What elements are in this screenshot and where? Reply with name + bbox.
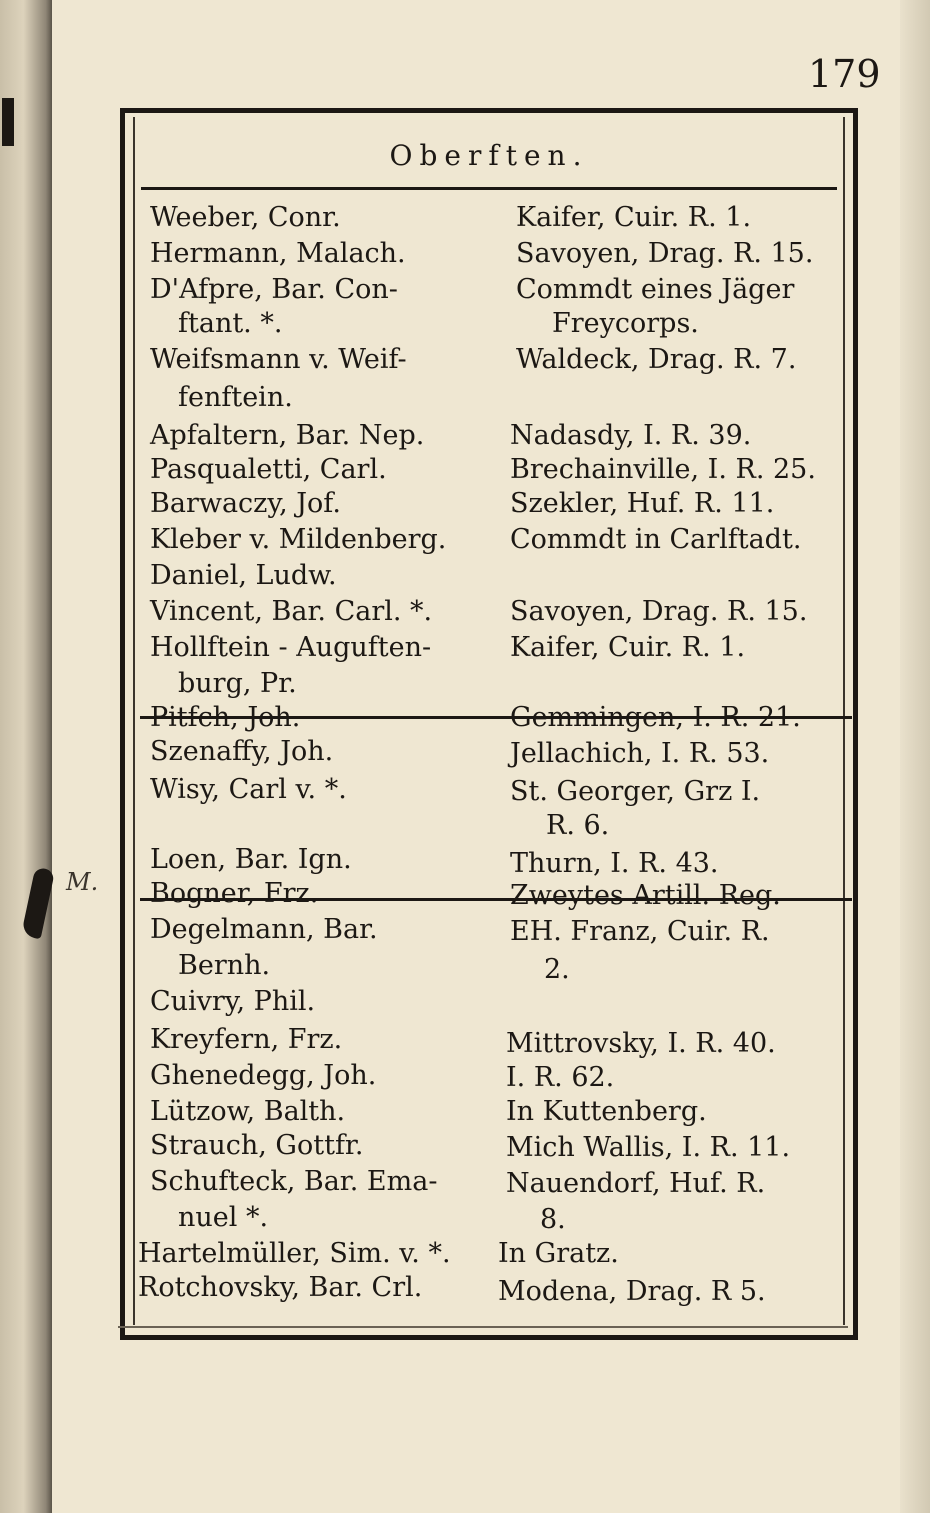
name-cell: Bogner, Frz. bbox=[150, 878, 319, 909]
name-cell: Barwaczy, Jof. bbox=[150, 488, 341, 519]
name-cell: Szenaffy, Joh. bbox=[150, 736, 334, 767]
post-cell: 2. bbox=[544, 954, 570, 985]
name-cell: Kreyfern, Frz. bbox=[150, 1024, 343, 1055]
post-cell: Nadasdy, I. R. 39. bbox=[510, 420, 752, 451]
name-cell: Pasqualetti, Carl. bbox=[150, 454, 387, 485]
name-cell: Kleber v. Mildenberg. bbox=[150, 524, 447, 555]
margin-note: M. bbox=[66, 868, 99, 896]
post-cell: Nauendorf, Huf. R. bbox=[506, 1168, 766, 1199]
name-cell: Hartelmüller, Sim. v. *. bbox=[138, 1238, 451, 1269]
post-cell: Savoyen, Drag. R. 15. bbox=[516, 238, 814, 269]
post-cell: Mich Wallis, I. R. 11. bbox=[506, 1132, 791, 1163]
name-cell: Bernh. bbox=[178, 950, 271, 981]
post-cell: Kaifer, Cuir. R. 1. bbox=[516, 202, 752, 233]
post-cell: Modena, Drag. R 5. bbox=[498, 1276, 766, 1307]
post-cell: 8. bbox=[540, 1204, 566, 1235]
name-cell: Degelmann, Bar. bbox=[150, 914, 378, 945]
name-cell: Daniel, Ludw. bbox=[150, 560, 337, 591]
strike-through-line bbox=[140, 898, 852, 901]
post-cell: Jellachich, I. R. 53. bbox=[510, 738, 770, 769]
post-cell: Kaifer, Cuir. R. 1. bbox=[510, 632, 746, 663]
post-cell: Szekler, Huf. R. 11. bbox=[510, 488, 775, 519]
name-cell: Wisy, Carl v. *. bbox=[150, 774, 347, 805]
name-cell: Schufteck, Bar. Ema- bbox=[150, 1166, 438, 1197]
post-cell: Mittrovsky, I. R. 40. bbox=[506, 1028, 776, 1059]
name-cell: Hermann, Malach. bbox=[150, 238, 406, 269]
name-cell: Cuivry, Phil. bbox=[150, 986, 316, 1017]
post-cell: R. 6. bbox=[546, 810, 610, 841]
name-cell: Weeber, Conr. bbox=[150, 202, 341, 233]
name-cell: ftant. *. bbox=[178, 308, 283, 339]
name-cell: Weifsmann v. Weif- bbox=[150, 344, 407, 375]
name-cell: Vincent, Bar. Carl. *. bbox=[150, 596, 433, 627]
page-edge bbox=[900, 0, 930, 1513]
post-cell: Brechainville, I. R. 25. bbox=[510, 454, 816, 485]
strike-through-line bbox=[140, 716, 852, 719]
name-cell: fenftein. bbox=[178, 382, 293, 413]
name-cell: Loen, Bar. Ign. bbox=[150, 844, 352, 875]
post-cell: Thurn, I. R. 43. bbox=[510, 848, 719, 879]
post-cell: Freycorps. bbox=[552, 308, 699, 339]
name-cell: Hollftein - Auguften- bbox=[150, 632, 432, 663]
post-cell: EH. Franz, Cuir. R. bbox=[510, 916, 770, 947]
bottom-rule bbox=[118, 1326, 848, 1328]
name-cell: Lützow, Balth. bbox=[150, 1096, 346, 1127]
post-cell: Gemmingen, I. R. 21. bbox=[510, 702, 801, 733]
post-cell: Savoyen, Drag. R. 15. bbox=[510, 596, 808, 627]
name-cell: Apfaltern, Bar. Nep. bbox=[150, 420, 425, 451]
book-gutter bbox=[0, 0, 52, 1513]
name-cell: Strauch, Gottfr. bbox=[150, 1130, 364, 1161]
name-cell: Pitfch, Joh. bbox=[150, 702, 301, 733]
post-cell: I. R. 62. bbox=[506, 1062, 615, 1093]
page-number: 179 bbox=[808, 52, 881, 96]
post-cell: In Kuttenberg. bbox=[506, 1096, 707, 1127]
name-cell: Ghenedegg, Joh. bbox=[150, 1060, 377, 1091]
facing-page-mark bbox=[2, 98, 14, 146]
post-cell: Commdt in Carlftadt. bbox=[510, 524, 802, 555]
name-cell: Rotchovsky, Bar. Crl. bbox=[138, 1272, 423, 1303]
post-cell: Zweytes Artill. Reg. bbox=[510, 880, 781, 911]
post-cell: Commdt eines Jäger bbox=[516, 274, 795, 305]
name-cell: D'Afpre, Bar. Con- bbox=[150, 274, 398, 305]
post-cell: St. Georger, Grz I. bbox=[510, 776, 761, 807]
header-rule bbox=[141, 187, 837, 190]
post-cell: In Gratz. bbox=[498, 1238, 619, 1269]
name-cell: burg, Pr. bbox=[178, 668, 297, 699]
page-header: Oberften. bbox=[389, 139, 589, 172]
name-cell: nuel *. bbox=[178, 1202, 269, 1233]
post-cell: Waldeck, Drag. R. 7. bbox=[516, 344, 797, 375]
